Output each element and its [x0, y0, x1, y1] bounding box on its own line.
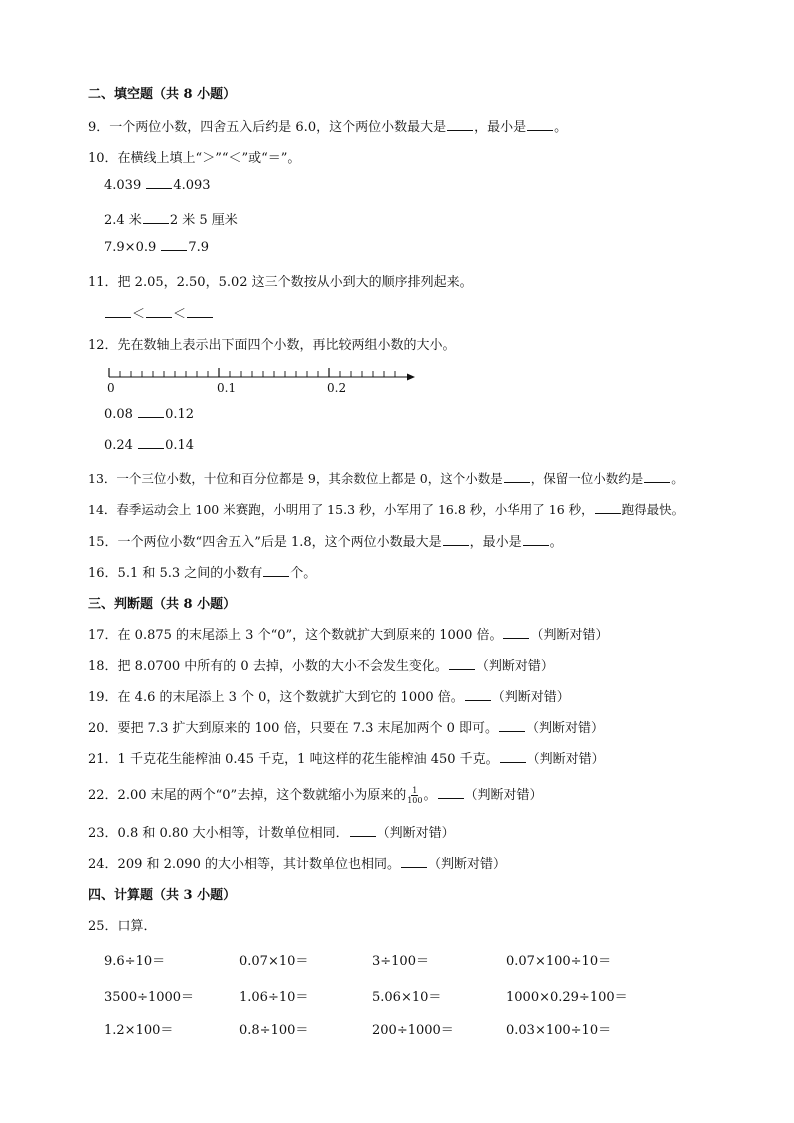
q-num: 21．: [88, 752, 118, 767]
tick-label: 0: [107, 381, 115, 395]
q-num: 23．: [88, 826, 118, 841]
less-than-sign: ＜: [132, 307, 146, 322]
q-num: 13．: [88, 471, 117, 486]
answer-blank[interactable]: [161, 249, 187, 251]
q12-row-1: [104, 407, 194, 422]
q-num: 24．: [88, 857, 118, 872]
q-text: 一个两位小数“四舍五入”后是 1.8，这个两位小数最大是: [117, 535, 442, 550]
calc-item: 1.06÷10＝: [239, 990, 309, 1005]
less-than-sign: ＜: [173, 307, 187, 322]
q-num: 10．: [88, 151, 118, 166]
calc-item: 200÷1000＝: [372, 1023, 454, 1038]
q10-row-2: [104, 209, 238, 228]
compare-right: 2 米 5 厘米: [169, 213, 238, 228]
answer-blank[interactable]: [527, 129, 553, 131]
q-num: 14．: [88, 502, 117, 517]
question-9: [88, 116, 567, 135]
compare-left: 4.039: [104, 178, 142, 193]
q-num: 18．: [88, 659, 118, 674]
answer-blank[interactable]: [438, 797, 464, 799]
q-hint: （判断对错）: [427, 857, 506, 872]
arrow-head: [407, 374, 415, 381]
question-22: [88, 784, 543, 805]
answer-blank[interactable]: [146, 187, 172, 189]
q12-row-2: [104, 438, 194, 453]
number-line: [100, 362, 430, 398]
q-text: 春季运动会上 100 米赛跑，小明用了 15.3 秒，小军用了 16.8 秒，小华用了 16 秒，: [116, 502, 594, 517]
q-text: 要把 7.3 扩大到原来的 100 倍，只要在 7.3 末尾加两个 0 即可。: [117, 721, 499, 736]
answer-blank[interactable]: [499, 730, 525, 732]
q-num: 17．: [88, 628, 118, 643]
q-text: 先在数轴上表示出下面四个小数，再比较两组小数的大小。: [117, 338, 456, 353]
q-num: 15．: [88, 535, 118, 550]
question-23: [88, 822, 455, 841]
answer-blank[interactable]: [143, 222, 169, 224]
answer-blank[interactable]: [449, 668, 475, 670]
q-text: 在横线上填上“＞”“＜”或“＝”。: [117, 151, 301, 166]
calc-item: 5.06×10＝: [372, 990, 442, 1005]
q-text: ，保留一位小数约是: [530, 471, 644, 486]
q-hint: （判断对错）: [530, 628, 609, 643]
tick-label: 0.2: [327, 381, 347, 395]
q10-row-1: [104, 178, 211, 193]
fraction: [407, 786, 422, 805]
section-title-calc: 四、计算题（共 3 小题）: [88, 888, 237, 903]
question-16: [88, 562, 316, 581]
q-text: 209 和 2.090 的大小相等，其计数单位也相同。: [117, 857, 400, 872]
question-18: [88, 655, 554, 674]
q-hint: （判断对错）: [376, 826, 455, 841]
question-24: [88, 853, 506, 872]
question-19: [88, 686, 570, 705]
question-12: [88, 334, 456, 353]
question-25: [88, 915, 157, 934]
q-text: 。: [671, 471, 684, 486]
q-num: 22．: [88, 788, 118, 803]
question-17: [88, 624, 609, 643]
answer-blank[interactable]: [105, 316, 131, 318]
question-10: [88, 147, 300, 166]
compare-right: 0.14: [165, 438, 195, 453]
question-20: [88, 717, 604, 736]
calc-item: 1000×0.29÷100＝: [506, 990, 628, 1005]
q-num: 25．: [88, 919, 118, 934]
q-hint: （判断对错）: [526, 721, 605, 736]
question-14: [88, 500, 684, 518]
q-text: 2.00 末尾的两个“0”去掉，这个数就缩小为原来的: [117, 788, 407, 803]
answer-blank[interactable]: [187, 316, 213, 318]
q-text: 在 4.6 的末尾添上 3 个 0，这个数就扩大到它的 1000 倍。: [117, 690, 464, 705]
q11-answer-row: [104, 303, 214, 322]
q-text: 1 千克花生能榨油 0.45 千克，1 吨这样的花生能榨油 450 千克。: [117, 752, 499, 767]
calc-item: 3500÷1000＝: [104, 990, 195, 1005]
q10-row-3: [104, 240, 209, 255]
q-text: 在 0.875 的末尾添上 3 个“0”，这个数就扩大到原来的 1000 倍。: [117, 628, 503, 643]
q-text: ，最小是: [474, 120, 527, 135]
compare-left: 0.08: [104, 407, 133, 422]
q-text: 一个三位小数，十位和百分位都是 9，其余数位上都是 0，这个小数是: [116, 471, 503, 486]
q-hint: （判断对错）: [491, 690, 570, 705]
compare-left: 7.9×0.9: [104, 240, 157, 255]
calc-item: 0.07×100÷10＝: [506, 954, 612, 969]
question-21: [88, 748, 605, 767]
calc-item: 3÷100＝: [372, 954, 429, 969]
section-title-judge: 三、判断题（共 8 小题）: [88, 597, 237, 612]
answer-blank[interactable]: [503, 637, 529, 639]
q-num: 12．: [88, 338, 118, 353]
fraction-numerator: 1: [412, 786, 418, 795]
q-text: 把 8.0700 中所有的 0 去掉，小数的大小不会发生变化。: [117, 659, 448, 674]
answer-blank[interactable]: [447, 129, 473, 131]
calc-item: 9.6÷10＝: [104, 954, 166, 969]
answer-blank[interactable]: [138, 416, 164, 418]
answer-blank[interactable]: [504, 481, 530, 483]
q-text: 口算．: [117, 919, 157, 934]
answer-blank[interactable]: [443, 544, 469, 546]
answer-blank[interactable]: [523, 544, 549, 546]
question-11: [88, 271, 473, 290]
answer-blank[interactable]: [644, 481, 670, 483]
q-text: 把 2.05，2.50，5.02 这三个数按从小到大的顺序排列起来。: [117, 275, 473, 290]
q-hint: （判断对错）: [526, 752, 605, 767]
answer-blank[interactable]: [138, 447, 164, 449]
q-text: 。: [554, 120, 568, 135]
compare-left: 0.24: [104, 438, 133, 453]
q-text: 0.8 和 0.80 大小相等，计数单位相同．: [117, 826, 349, 841]
answer-blank[interactable]: [350, 835, 376, 837]
q-text: ，最小是: [469, 535, 522, 550]
answer-blank[interactable]: [146, 316, 172, 318]
compare-right: 4.093: [173, 178, 211, 193]
q-hint: （判断对错）: [464, 788, 543, 803]
section-title-fill: 二、填空题（共 8 小题）: [88, 87, 237, 102]
compare-left: 2.4 米: [104, 213, 142, 228]
question-13: [88, 469, 684, 487]
q-text: 。: [549, 535, 563, 550]
calc-item: 1.2×100＝: [104, 1023, 174, 1038]
answer-blank[interactable]: [401, 866, 427, 868]
q-num: 19．: [88, 690, 118, 705]
fraction-denominator: 100: [407, 796, 423, 805]
answer-blank[interactable]: [465, 699, 491, 701]
calc-item: 0.03×100÷10＝: [506, 1023, 612, 1038]
q-num: 16．: [88, 566, 118, 581]
compare-right: 0.12: [165, 407, 195, 422]
calc-item: 0.8÷100＝: [239, 1023, 309, 1038]
q-text: 。: [423, 788, 437, 803]
answer-blank[interactable]: [500, 761, 526, 763]
tick-label: 0.1: [217, 381, 237, 395]
q-num: 11．: [88, 275, 118, 290]
q-text: 一个两位小数，四舍五入后约是 6.0，这个两位小数最大是: [109, 120, 447, 135]
answer-blank[interactable]: [595, 512, 621, 514]
q-num: 20．: [88, 721, 118, 736]
calc-item: 0.07×10＝: [239, 954, 309, 969]
q-text: 个。: [290, 566, 317, 581]
question-15: [88, 531, 563, 550]
answer-blank[interactable]: [263, 575, 289, 577]
q-text: 5.1 和 5.3 之间的小数有: [117, 566, 263, 581]
compare-right: 7.9: [188, 240, 210, 255]
q-text: 跑得最快。: [621, 502, 685, 517]
q-num: 9．: [88, 120, 110, 135]
q-hint: （判断对错）: [475, 659, 554, 674]
